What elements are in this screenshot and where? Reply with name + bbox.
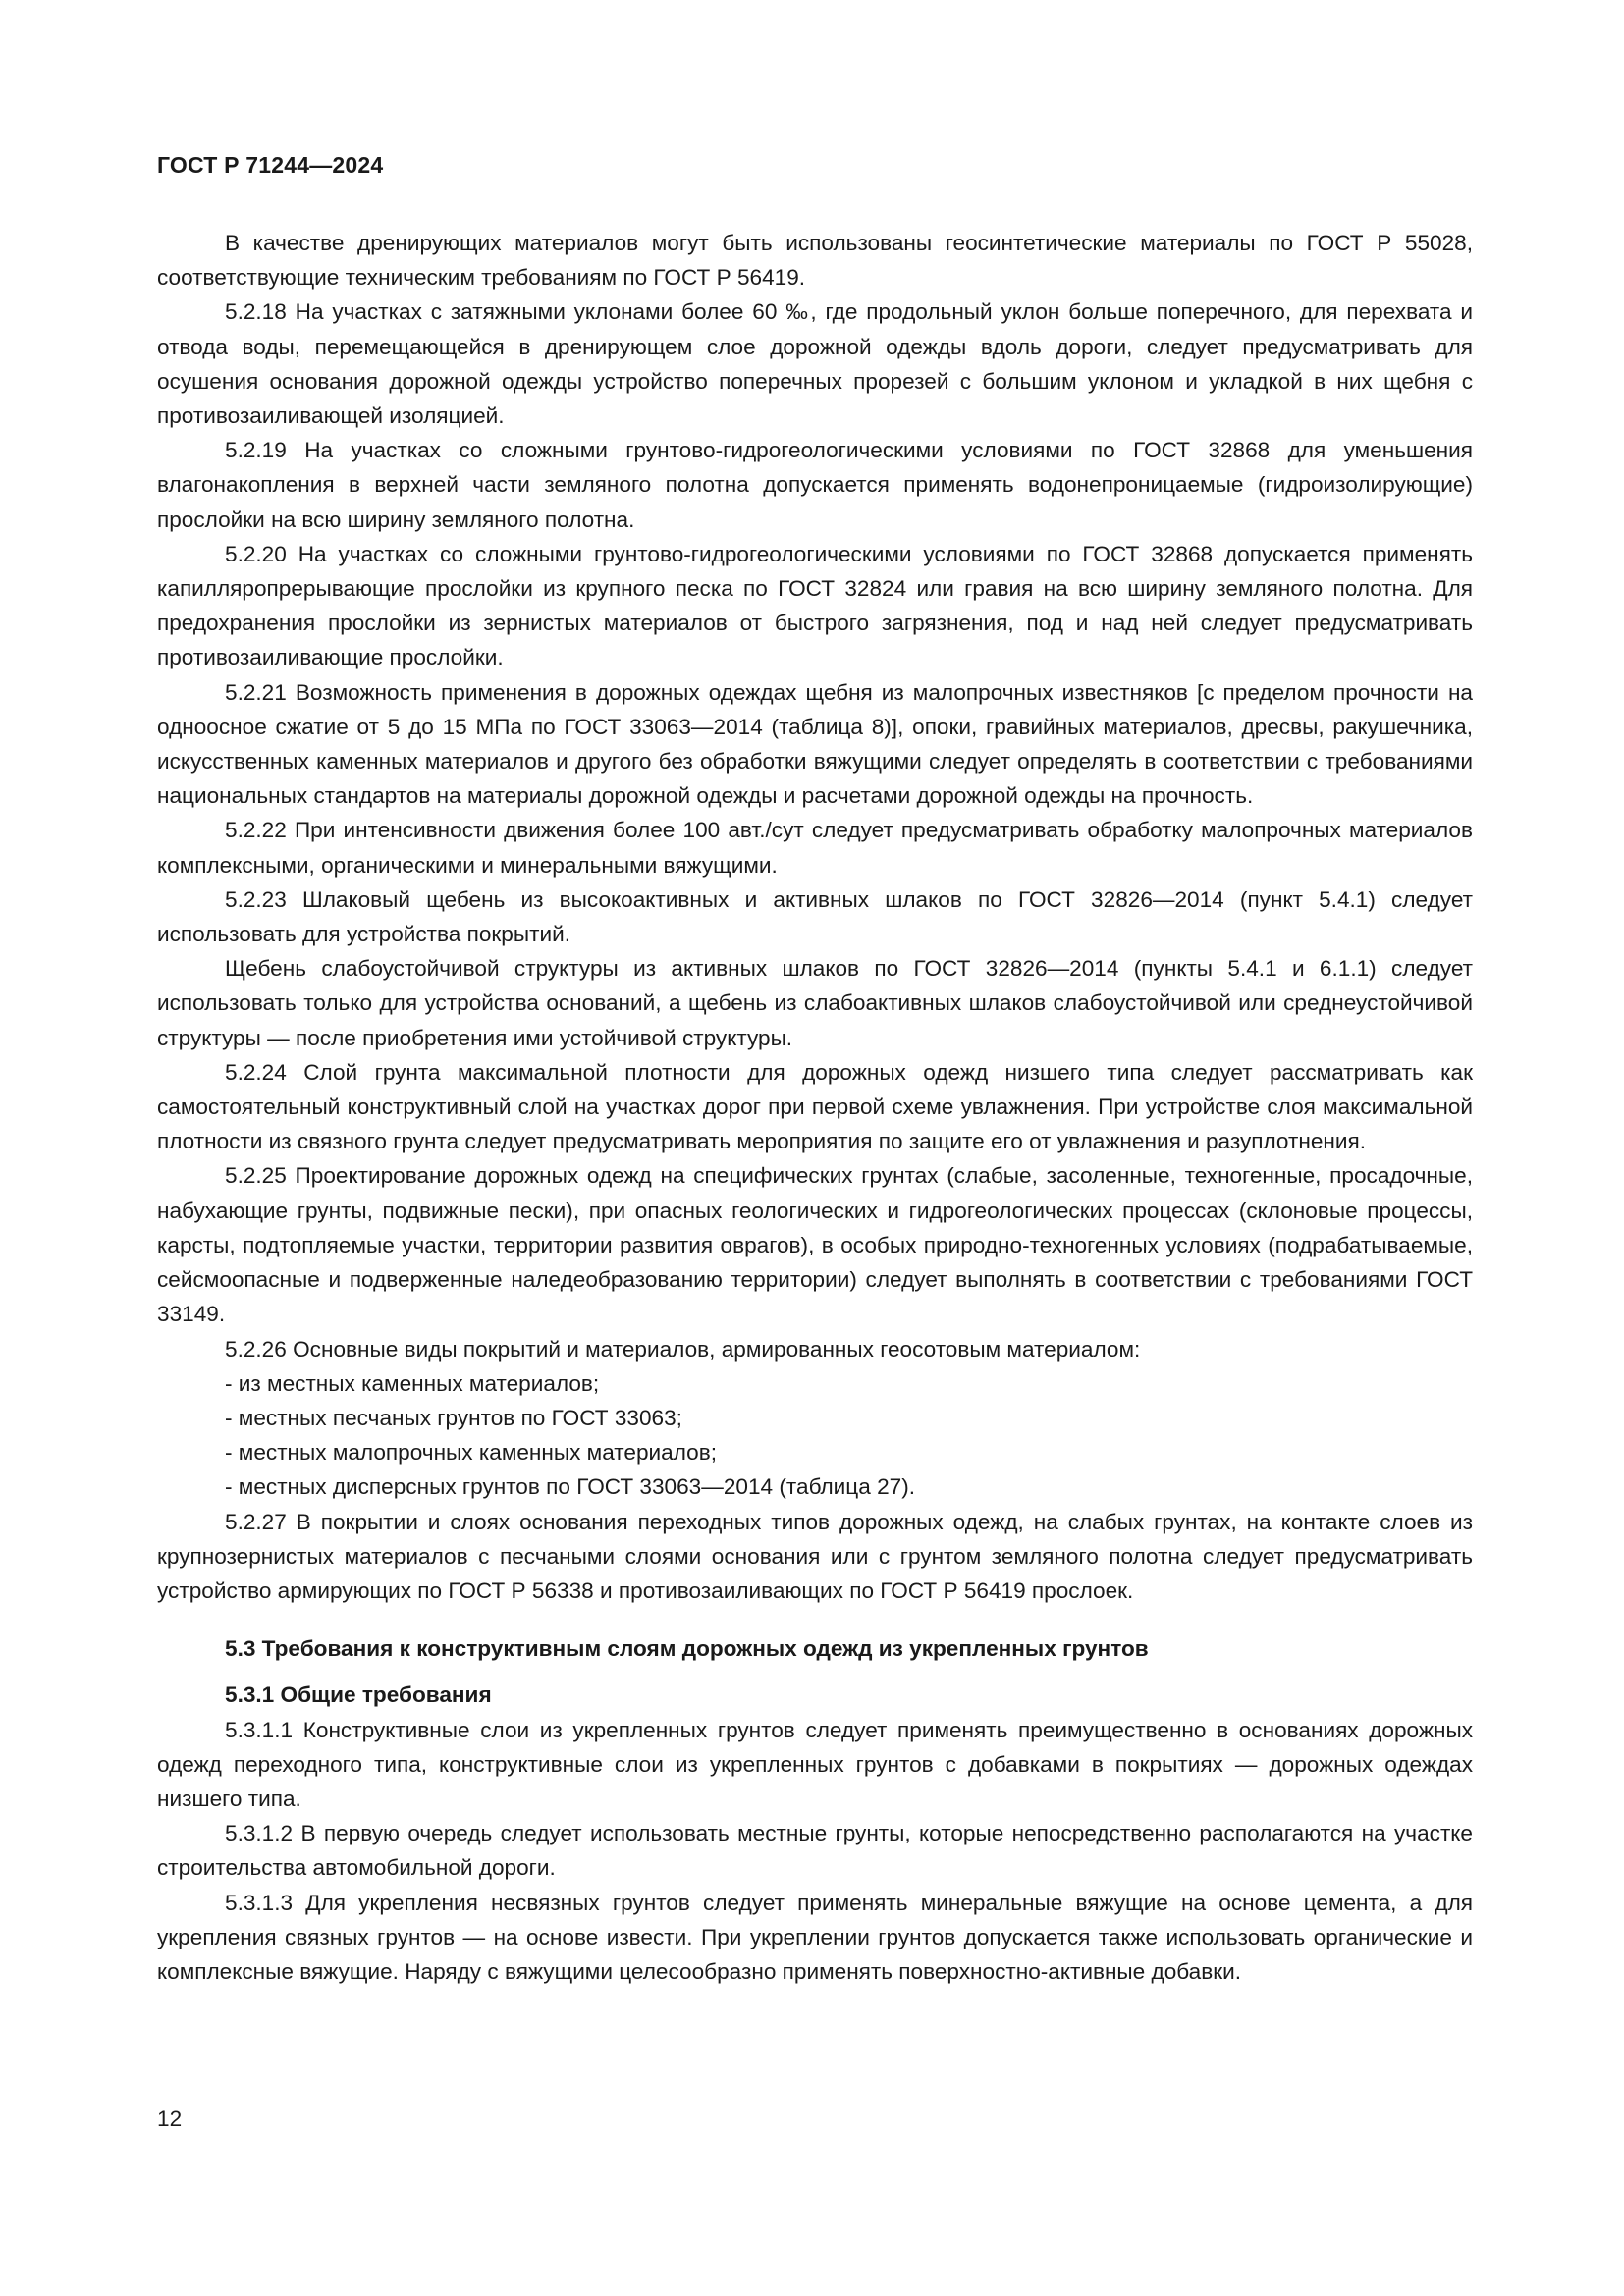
- list-item: - местных песчаных грунтов по ГОСТ 33063;: [225, 1405, 682, 1430]
- paragraph-5-3-1-3: 5.3.1.3 Для укрепления несвязных грунтов следует применять минеральные вяжущие на основе цемента, а для укрепления связных грунтов — на основе извести. При укреплении грунтов допускается также использовать органические и комплексные вяжущие. Наряду с вяжущими целесообразно применять поверхностно-активные добавки.: [157, 1890, 1473, 1984]
- paragraph-5-2-19: 5.2.19 На участках со сложными грунтово-гидрогеологическими условиями по ГОСТ 32868 для уменьшения влагонакопления в верхней части земляного полотна допускается применять водонепроницаемые (гидроизолирующие) прослойки на всю ширину земляного полотна.: [157, 438, 1473, 532]
- paragraph-5-2-26: 5.2.26 Основные виды покрытий и материалов, армированных геосотовым материалом:: [225, 1336, 1141, 1362]
- paragraph-5-2-27: 5.2.27 В покрытии и слоях основания переходных типов дорожных одежд, на слабых грунтах, на контакте слоев из крупнозернистых материалов с песчаными слоями основания или с грунтом земляного полотна следует предусматривать устройство армирующих по ГОСТ Р 56338 и противозаиливающих по ГОСТ Р 56419 прослоек.: [157, 1509, 1473, 1603]
- paragraph-5-2-24: 5.2.24 Слой грунта максимальной плотности для дорожных одежд низшего типа следует рассматривать как самостоятельный конструктивный слой на участках дорог при первой схеме увлажнения. При устройстве слоя максимальной плотности из связного грунта следует предусматривать мероприятия по защите его от увлажнения и разуплотнения.: [157, 1059, 1473, 1154]
- document-page: [157, 0, 1473, 2296]
- paragraph-5-2-18: 5.2.18 На участках с затяжными уклонами более 60 ‰, где продольный уклон больше поперечного, для перехвата и отвода воды, перемещающейся в дренирующем слое дорожной одежды вдоль дороги, следует предусматривать для осушения основания дорожной одежды устройство поперечных прорезей с большим уклоном и укладкой в них щебня с противозаиливающей изоляцией.: [157, 299, 1473, 429]
- subsection-heading-5-3-1: 5.3.1 Общие требования: [225, 1682, 492, 1708]
- list-item: - из местных каменных материалов;: [225, 1370, 600, 1396]
- paragraph-5-2-20: 5.2.20 На участках со сложными грунтово-гидрогеологическими условиями по ГОСТ 32868 допускается применять капилляропрерывающие прослойки из крупного песка по ГОСТ 32824 или гравия на всю ширину земляного полотна. Для предохранения прослойки из зернистых материалов от быстрого загрязнения, под и над ней следует предусматривать противозаиливающие прослойки.: [157, 541, 1473, 670]
- list-item: - местных малопрочных каменных материалов;: [225, 1440, 717, 1466]
- page-number: 12: [157, 2107, 183, 2131]
- document-body: [157, 226, 1473, 1989]
- paragraph-5-2-22: 5.2.22 При интенсивности движения более 100 авт./сут следует предусматривать обработку малопрочных материалов комплексными, органическими и минеральными вяжущими.: [157, 818, 1473, 878]
- paragraph-slag-gravel: Щебень слабоустойчивой структуры из активных шлаков по ГОСТ 32826—2014 (пункты 5.4.1 и 6.1.1) следует использовать только для устройства оснований, а щебень из слабоактивных шлаков слабоустойчивой или среднеустойчивой структуры — после приобретения ими устойчивой структуры.: [157, 956, 1473, 1050]
- paragraph-drainage-materials: В качестве дренирующих материалов могут быть использованы геосинтетические материалы по ГОСТ Р 55028, соответствующие техническим требованиям по ГОСТ Р 56419.: [157, 231, 1473, 291]
- paragraph-5-2-23: 5.2.23 Шлаковый щебень из высокоактивных и активных шлаков по ГОСТ 32826—2014 (пункт 5.4.1) следует использовать для устройства покрытий.: [157, 886, 1473, 947]
- paragraph-5-2-21: 5.2.21 Возможность применения в дорожных одеждах щебня из малопрочных известняков [с пределом прочности на одноосное сжатие от 5 до 15 МПа по ГОСТ 33063—2014 (таблица 8)], опоки, гравийных материалов, дресвы, ракушечника, искусственных каменных материалов и другого без обработки вяжущими следует определять в соответствии с требованиями национальных стандартов на материалы дорожной одежды и расчетами дорожной одежды на прочность.: [157, 679, 1473, 809]
- list-item: - местных дисперсных грунтов по ГОСТ 33063—2014 (таблица 27).: [225, 1474, 916, 1500]
- document-code-header: ГОСТ Р 71244—2024: [157, 152, 384, 178]
- section-heading-5-3: 5.3 Требования к конструктивным слоям дорожных одежд из укрепленных грунтов: [225, 1636, 1149, 1662]
- paragraph-5-3-1-1: 5.3.1.1 Конструктивные слои из укрепленных грунтов следует применять преимущественно в основаниях дорожных одежд переходного типа, конструктивные слои из укрепленных грунтов с добавками в покрытиях — дорожных одеждах низшего типа.: [157, 1717, 1473, 1811]
- paragraph-5-3-1-2: 5.3.1.2 В первую очередь следует использовать местные грунты, которые непосредственно располагаются на участке строительства автомобильной дороги.: [157, 1821, 1473, 1881]
- paragraph-5-2-25: 5.2.25 Проектирование дорожных одежд на специфических грунтах (слабые, засоленные, техногенные, просадочные, набухающие грунты, подвижные пески), при опасных геологических и гидрогеологических процессах (склоновые процессы, карсты, подтопляемые участки, территории развития оврагов), в особых природно-техногенных условиях (подрабатываемые, сейсмоопасные и подверженные наледеобразованию территории) следует выполнять в соответствии с требованиями ГОСТ 33149.: [157, 1163, 1473, 1327]
